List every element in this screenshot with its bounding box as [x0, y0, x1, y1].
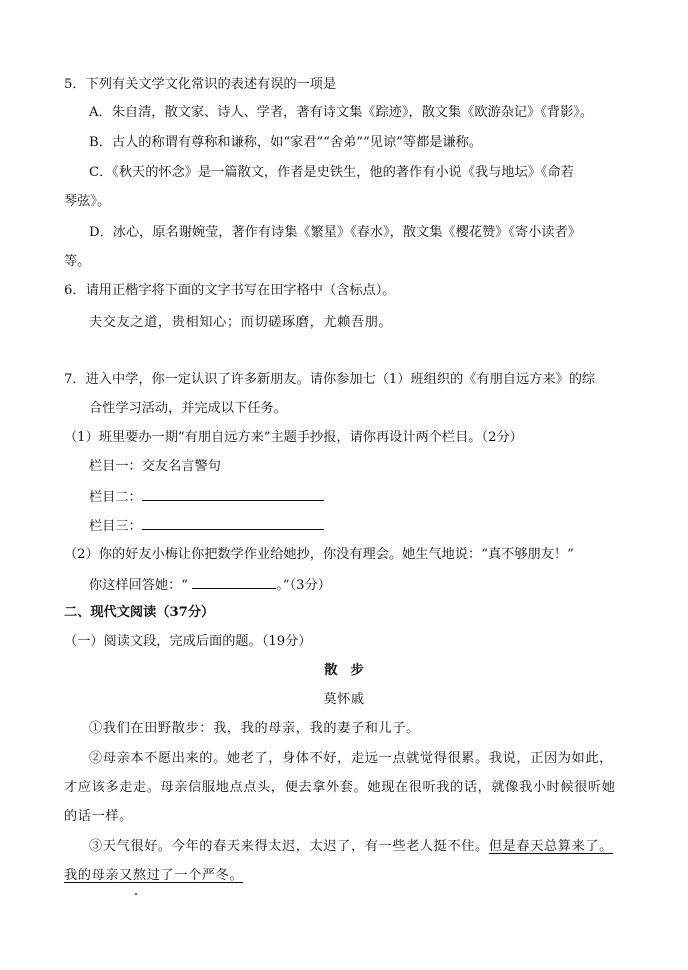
q7-column-two-row: [89, 486, 324, 506]
section-two-heading: 二、现代文阅读（37分）: [64, 605, 215, 620]
q7-answer-blank[interactable]: [192, 574, 276, 589]
q7-column-two-label: 栏目二：: [89, 490, 142, 505]
passage-paragraph-3-line2: [64, 866, 243, 886]
q5-option-c-line2: 琴弦》。: [64, 194, 111, 209]
q7-stem-line1: 7．进入中学，你一定认识了许多新朋友。请你参加七（1）班组织的《有朋自远方来》的综: [64, 372, 596, 387]
q7-sub2-prefix: 你这样回答她：“: [89, 578, 189, 593]
q7-sub2-suffix: 。”（3分）: [276, 578, 331, 593]
stray-mark: [135, 893, 137, 895]
q5-stem: 5．下列有关文学文化常识的表述有误的一项是: [64, 77, 337, 92]
passage-paragraph-3-text: ③天气很好。今年的春天来得太迟，太迟了，有一些老人挺不住。: [89, 839, 489, 854]
q6-stem: 6．请用正楷字将下面的文字书写在田字格中（含标点）。: [64, 283, 396, 298]
q7-column-one: 栏目一：交友名言警句: [89, 459, 221, 474]
passage-paragraph-2-line2: 才应该多走走。母亲信服地点点头，便去拿外套。她现在很听我的话，就像我小时候很听她: [64, 780, 616, 795]
q5-option-d-line2: 等。: [64, 254, 91, 269]
q7-sub1: （1）班里要办一期“有朋自远方来”主题手抄报，请你再设计两个栏目。（2分）: [64, 430, 523, 445]
passage-author: 莫怀戚: [323, 692, 365, 707]
q5-option-d-line1: D．冰心，原名谢婉莹，著作有诗集《繁星》《春水》，散文集《樱花赞》《寄小读者》: [89, 225, 581, 240]
q7-sub2-line2: [89, 574, 331, 594]
section-two-part-one: （一）阅读文段，完成后面的题。（19分）: [64, 634, 312, 649]
underlined-sentence-part1: 但是春天总算来了。: [488, 839, 613, 854]
q7-column-two-blank[interactable]: [142, 486, 324, 501]
q7-stem-line2: 合性学习活动，并完成以下任务。: [89, 401, 287, 416]
passage-paragraph-2-line3: 的话一样。: [64, 809, 133, 824]
passage-title: 散 步: [324, 663, 364, 678]
q6-copy-text: 夫交友之道，贵相知心；而切磋琢磨，尤赖吾朋。: [89, 315, 393, 330]
q7-sub2-line1: （2）你的好友小梅让你把数学作业给她抄，你没有理会。她生气地说：“真不够朋友！”: [64, 547, 574, 562]
q7-column-three-row: [89, 515, 324, 535]
underlined-sentence-part2: 我的母亲又熬过了一个严冬。: [64, 868, 244, 883]
q5-option-b: B．古人的称谓有尊称和谦称，如“家君”“舍弟”“见谅”等都是谦称。: [89, 135, 483, 150]
q7-column-three-label: 栏目三：: [89, 519, 142, 534]
passage-paragraph-3-line1: [89, 837, 613, 857]
q5-option-a: A．朱自清，散文家、诗人、学者，著有诗文集《踪迹》，散文集《欧游杂记》《背影》。: [89, 105, 594, 120]
passage-paragraph-2-line1: ②母亲本不愿出来的。她老了，身体不好，走远一点就觉得很累。我说，正因为如此，: [89, 751, 613, 766]
passage-paragraph-1: ①我们在田野散步：我，我的母亲，我的妻子和儿子。: [89, 721, 420, 736]
q7-column-three-blank[interactable]: [142, 515, 324, 530]
q5-option-c-line1: C．《秋天的怀念》是一篇散文，作者是史铁生，他的著作有小说《我与地坛》《命若: [89, 165, 574, 180]
